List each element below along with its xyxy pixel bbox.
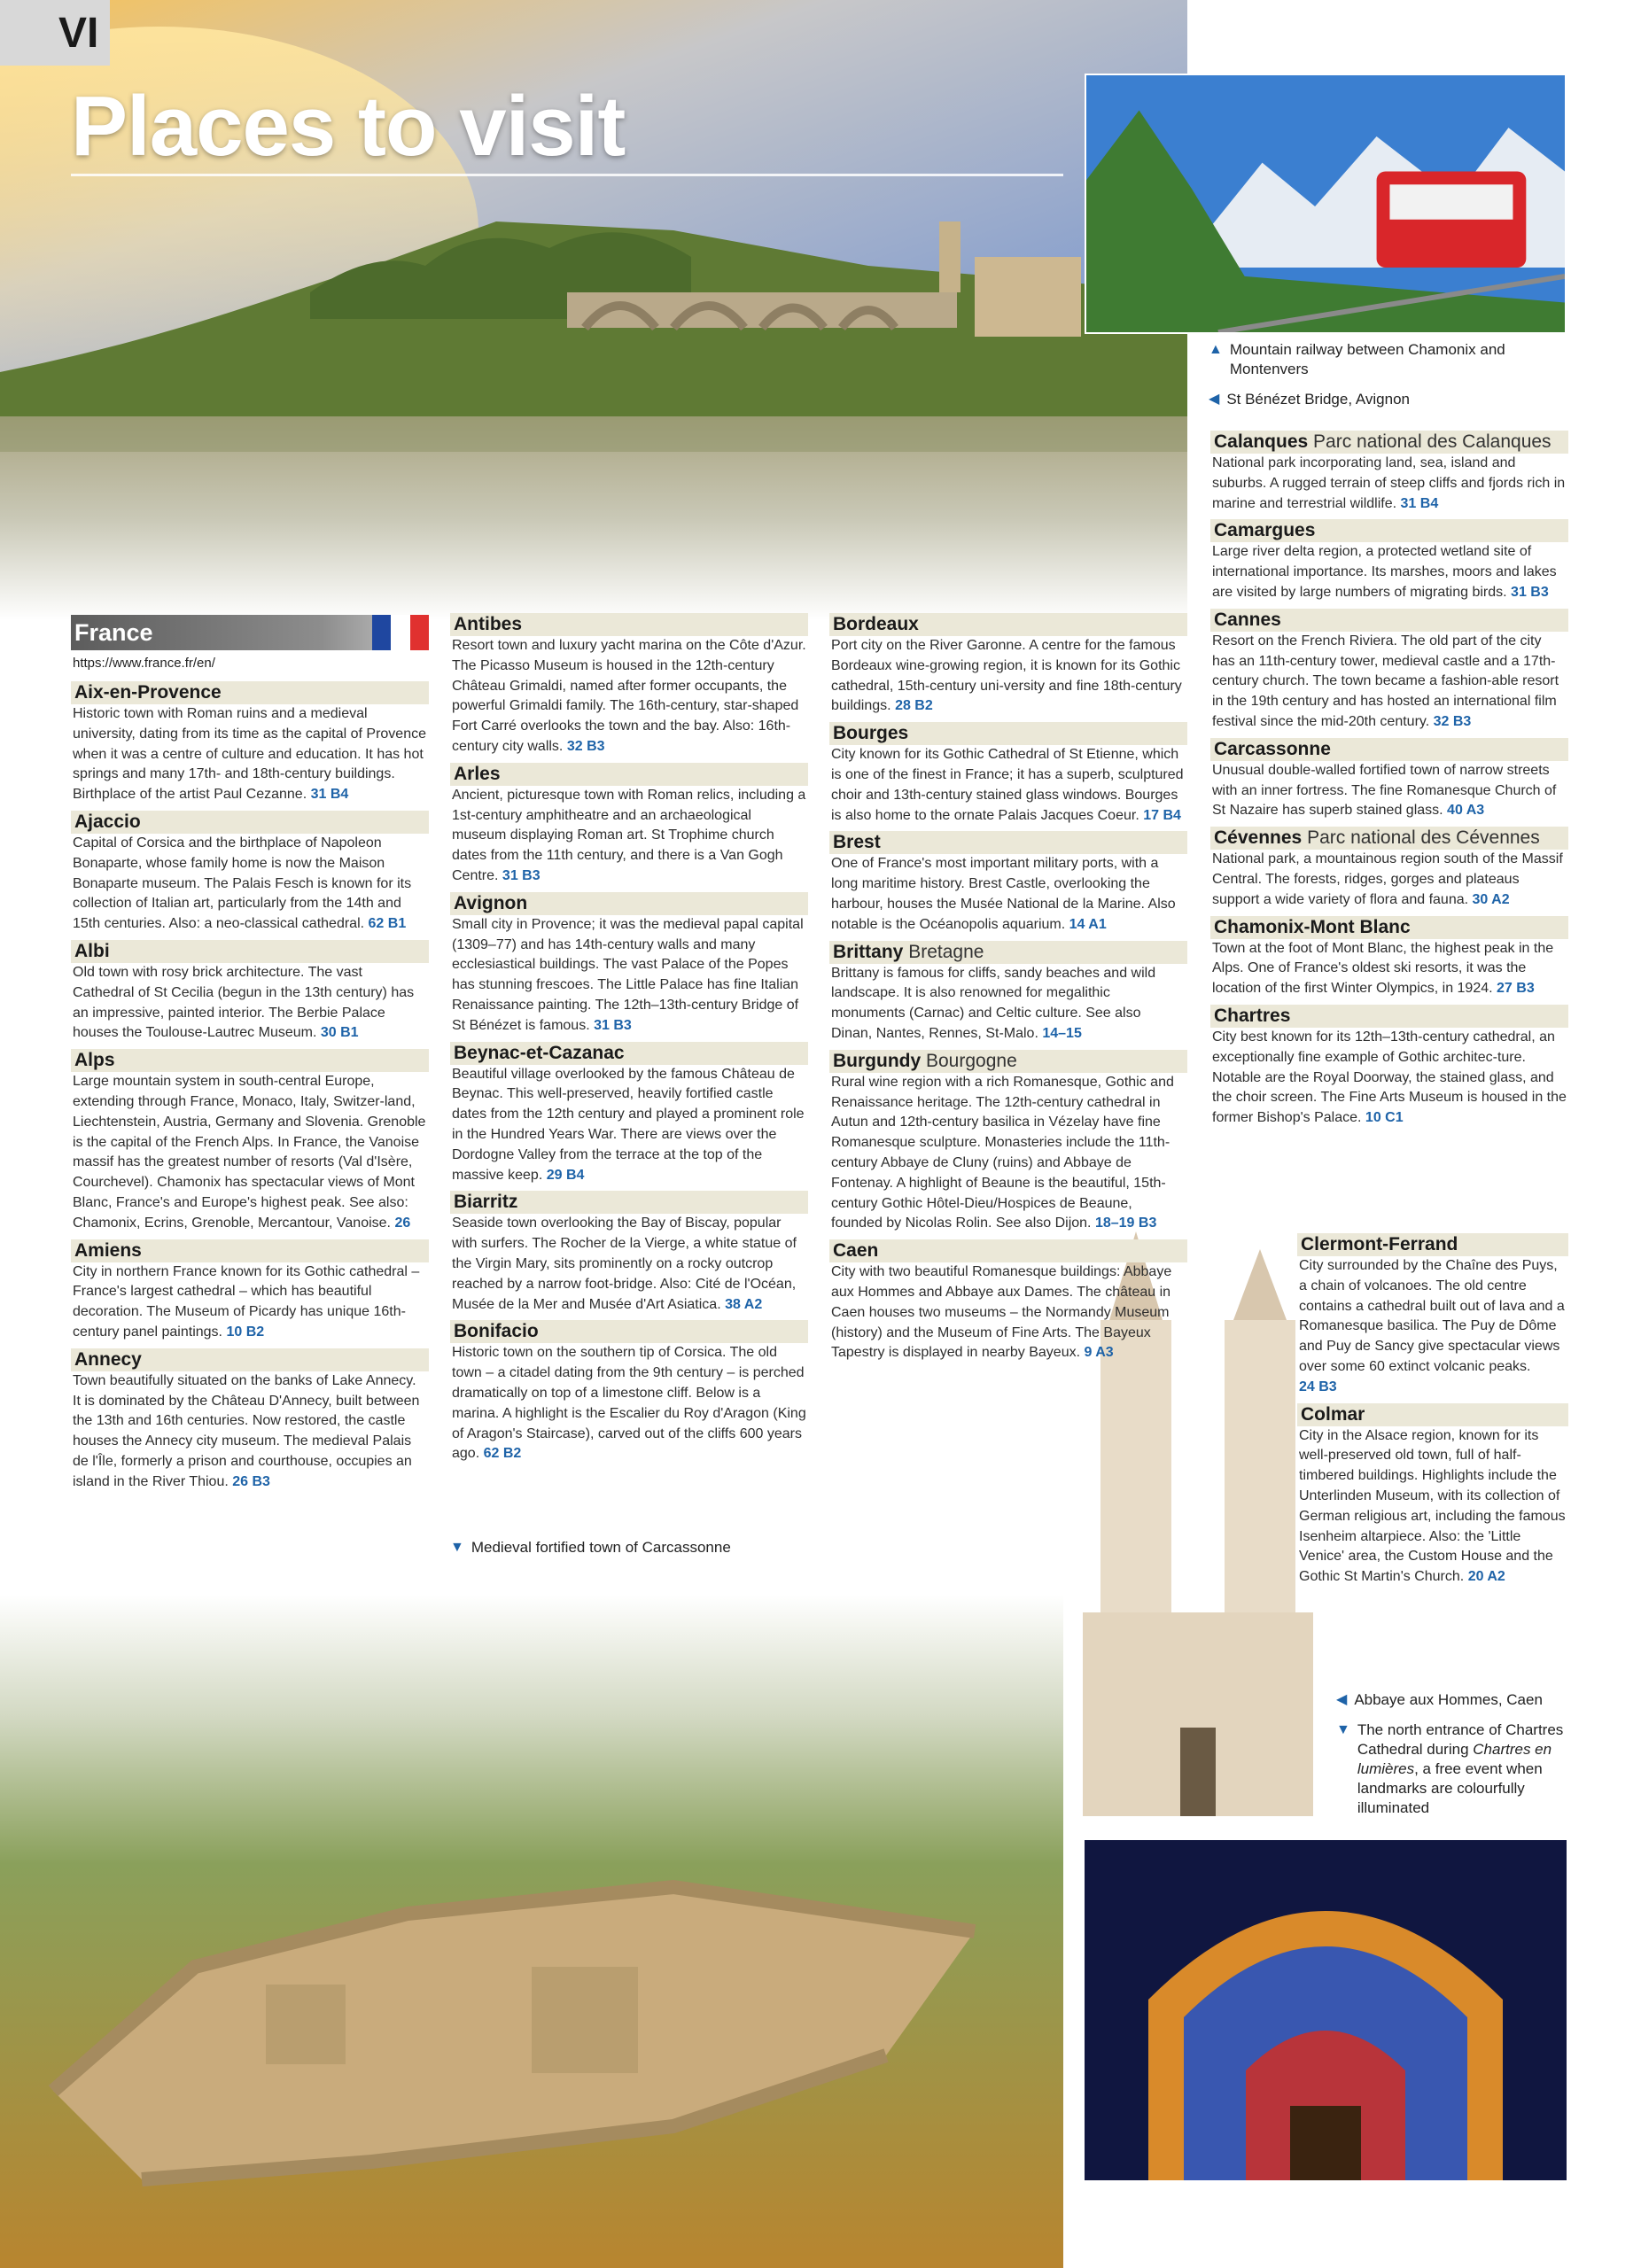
arrow-left-icon: ◀ <box>1209 392 1220 407</box>
entry-albi <box>71 940 429 1044</box>
entry-antibes <box>450 613 808 757</box>
entry-heading <box>829 613 1187 636</box>
entry-description: City best known for its 12th–13th-century cathedral, an exceptionally fine example of Gothic architec-ture. Notable are the Royal Doorway, the stained glass, and the choir screen. The Fine Arts Museum is housed in the former Bishop's Palace. 10 C1 <box>1212 1029 1567 1126</box>
entry-description: Resort town and luxury yacht marina on the Côte d'Azur. The Picasso Museum is housed in the 12th-century Château Grimaldi, named after former occupants, the powerful Grimaldi family. The 16th-century, star-shaped Fort Carré overlooks the town and the bay. Also: 16th-century city walls. 32 B3 <box>452 638 806 754</box>
entry-title: Bordeaux <box>833 614 919 634</box>
map-reference[interactable]: 20 A2 <box>1467 1569 1505 1585</box>
entry-biarritz <box>450 1191 808 1315</box>
entry-annecy <box>71 1348 429 1493</box>
chartres-illuminated-illustration <box>1085 1840 1567 2180</box>
map-reference[interactable]: 26 B3 <box>232 1473 270 1489</box>
map-reference[interactable]: 38 A2 <box>725 1296 763 1312</box>
entry-description: Brittany is famous for cliffs, sandy beaches and wild landscape. It is also renowned for megalithic monuments (Carnac) and Celtic culture. See also Dinan, Nantes, Rennes, St-Malo. 14–15 <box>831 965 1156 1041</box>
arrow-down-icon: ▼ <box>1336 1722 1350 1737</box>
entry-heading <box>71 940 429 963</box>
map-reference[interactable]: 30 B1 <box>320 1025 359 1041</box>
entry-description: Unusual double-walled fortified town of narrow streets with an inner fortress. The fine Romanesque Church of St Nazaire has superb stained glass. 40 A3 <box>1212 762 1557 819</box>
entry-description: One of France's most important military ports, with a long maritime history. Brest Castle, overlooking the harbour, houses the Musée National de la Marine. Also notable is the Océanopolis aquarium. 14 A1 <box>831 856 1176 932</box>
entry-heading <box>1210 519 1568 542</box>
entry-description: Town at the foot of Mont Blanc, the highest peak in the Alps. One of France's oldest ski resorts, it was the location of the first Winter Olympics, in 1924. 27 B3 <box>1212 940 1554 997</box>
entry-avignon <box>450 892 808 1037</box>
caption-chartres: ▼ The north entrance of Chartres Cathedral during Chartres en lumières, a free event when landmarks are colourfully illuminated <box>1336 1721 1564 1816</box>
map-reference[interactable]: 28 B2 <box>895 698 933 714</box>
entry-heading <box>71 1239 429 1262</box>
entry-bordeaux <box>829 613 1187 717</box>
map-reference[interactable]: 31 B3 <box>502 867 541 883</box>
map-reference[interactable]: 32 B3 <box>566 738 605 754</box>
entry-description: Old town with rosy brick architecture. The vast Cathedral of St Cecilia (begun in the 13th century) has an impressive, painted interior. The Berbie Palace houses the Toulouse-Lautrec Museum. 30 B1 <box>73 964 415 1041</box>
entry-bonifacio <box>450 1320 808 1464</box>
entry-description: Ancient, picturesque town with Roman relics, including a 1st-century amphitheatre and an archaeological museum displaying Roman art. St Trophime church dates from the 11th century, and there is a Van Gogh Centre. 31 B3 <box>452 787 806 883</box>
entry-heading <box>450 763 808 786</box>
caption-carcassonne: ▼ Medieval fortified town of Carcassonne <box>450 1539 731 1556</box>
entry-heading <box>829 1050 1187 1073</box>
map-reference[interactable]: 32 B3 <box>1433 713 1472 729</box>
map-reference[interactable]: 10 C1 <box>1365 1110 1404 1126</box>
entry-heading <box>829 831 1187 854</box>
entry-heading <box>1210 738 1568 761</box>
entry-camargues <box>1210 519 1568 602</box>
column-4-lower <box>1297 1233 1568 1593</box>
entry-description: City known for its Gothic Cathedral of St Etienne, which is one of the finest in France; it has a superb, sculptured choir and 13th-century stained glass windows. Bourges is also home to the ornate Palais Jacques Coeur. 17 B4 <box>831 747 1184 823</box>
carcassonne-photo <box>0 1595 1063 2268</box>
entry-heading <box>71 811 429 834</box>
map-reference[interactable]: 31 B4 <box>1400 495 1439 511</box>
entry-arles <box>450 763 808 887</box>
arrow-down-icon: ▼ <box>450 1540 464 1555</box>
entry-calanques <box>1210 431 1568 514</box>
entry-title: Brittany <box>833 941 904 962</box>
entry-description: Town beautifully situated on the banks of Lake Annecy. It is dominated by the Château D'Annecy, built between the 13th and 16th centuries. Now restored, the castle houses the Annecy city museum. The medieval Palais de l'Île, formerly a prison and courthouse, occupies an island in the River Thiou. 26 B3 <box>73 1372 420 1489</box>
entry-title: Clermont-Ferrand <box>1301 1234 1458 1254</box>
entry-title: Cannes <box>1214 609 1281 630</box>
entry-title: Avignon <box>454 892 528 913</box>
entry-description: Resort on the French Riviera. The old part of the city has an 11th-century tower, medieval castle and a 17th-century church. The town became a fashion-able resort in the 19th century and has hosted an international film festival since the mid-20th century. 32 B3 <box>1212 633 1559 729</box>
map-reference[interactable]: 14–15 <box>1042 1025 1082 1041</box>
country-url[interactable]: https://www.france.fr/en/ <box>73 656 215 671</box>
entry-heading <box>829 722 1187 745</box>
entry-bourges <box>829 722 1187 826</box>
entry-description: City in northern France known for its Gothic cathedral – France's largest cathedral – which has beautiful decoration. The Museum of Picardy has unique 16th-century panel paintings. 10 B2 <box>73 1263 420 1340</box>
map-reference[interactable]: 40 A3 <box>1447 803 1485 819</box>
entry-description: National park, a mountainous region south of the Massif Central. The forests, ridges, gorges and plateaus support a wide variety of flora and fauna. 30 A2 <box>1212 851 1563 907</box>
entry-cannes <box>1210 609 1568 733</box>
caption-bridge: ◀ St Bénézet Bridge, Avignon <box>1209 391 1410 408</box>
entry-heading <box>1210 1005 1568 1028</box>
entry-title: Chamonix-Mont Blanc <box>1214 916 1411 937</box>
entry-description: Port city on the River Garonne. A centre for the famous Bordeaux wine-growing region, it is known for its Gothic cathedral, 15th-century uni-versity and fine 18th-century buildings. 28 B2 <box>831 638 1182 714</box>
map-reference[interactable]: 29 B4 <box>546 1167 585 1183</box>
entry-heading <box>71 681 429 704</box>
entry-chamonix-mont-blanc <box>1210 916 1568 999</box>
entry-description: Beautiful village overlooked by the famous Château de Beynac. This well-preserved, heavily fortified castle dates from the 12th century and played a prominent role in the Hundred Years War. There are views over the Dordogne Valley from the terrace at the top of the massive keep. 29 B4 <box>452 1066 805 1183</box>
entry-description: Capital of Corsica and the birthplace of Napoleon Bonaparte, whose family home is now the Maison Bonaparte museum. The Palais Fesch is known for its collection of Italian art, particularly from the 14th and 15th centuries. Also: a neo-classical cathedral. 62 B1 <box>73 835 412 932</box>
map-reference[interactable]: 26 <box>394 1215 411 1231</box>
column-1 <box>71 613 429 1498</box>
page-title: Places to visit <box>71 79 626 174</box>
map-reference[interactable]: 18–19 B3 <box>1094 1216 1157 1231</box>
entry-title: Ajaccio <box>74 811 141 832</box>
entry-chartres <box>1210 1005 1568 1129</box>
entry-heading <box>829 1239 1187 1262</box>
entry-subtitle: Parc national des Cévennes <box>1307 827 1540 849</box>
entry-title: Caen <box>833 1240 879 1262</box>
map-reference[interactable]: 9 A3 <box>1084 1345 1114 1361</box>
caption-abbaye: ◀ Abbaye aux Hommes, Caen <box>1336 1691 1543 1708</box>
entry-alps <box>71 1049 429 1233</box>
entry-carcassonne <box>1210 738 1568 821</box>
entry-brest <box>829 831 1187 935</box>
entry-heading <box>71 1049 429 1072</box>
entry-title: Colmar <box>1301 1403 1365 1425</box>
entry-heading <box>450 1191 808 1214</box>
entry-title: Aix-en-Provence <box>74 682 222 703</box>
entry-title: Bonifacio <box>454 1321 539 1342</box>
arrow-up-icon: ▲ <box>1209 342 1223 357</box>
entry-title: Chartres <box>1214 1005 1291 1026</box>
entry-subtitle: Bretagne <box>908 941 984 962</box>
map-reference[interactable]: 27 B3 <box>1497 981 1535 997</box>
entry-title: Arles <box>454 763 501 784</box>
entry-heading <box>450 1042 808 1065</box>
entry-description: City in the Alsace region, known for its well-preserved old town, full of half-timbered buildings. Highlights include the Unterlinden Museum, with its collection of German religious art, including the famous Isenheim altarpiece. Also: the 'Little Venice' area, the Custom House and the Gothic St Martin's Church. 20 A2 <box>1299 1427 1566 1585</box>
map-reference[interactable]: 17 B4 <box>1143 807 1181 823</box>
entry-heading <box>829 941 1187 964</box>
map-reference[interactable]: 24 B3 <box>1299 1379 1337 1394</box>
entry-heading <box>71 1348 429 1371</box>
entry-heading <box>450 1320 808 1343</box>
entry-title: Albi <box>74 940 110 961</box>
entry-subtitle: Parc national des Calanques <box>1313 431 1552 452</box>
entry-title: Brest <box>833 832 881 853</box>
map-reference[interactable]: 62 B1 <box>368 916 407 932</box>
entry-colmar <box>1297 1403 1568 1588</box>
entry-description: Small city in Provence; it was the medieval papal capital (1309–77) and has 14th-century walls and many ecclesiastical buildings. The vast Palace of the Popes has stunning frescoes. The Little Palace has fine Italian Renaissance painting. The 12th–13th-century Bridge of St Bénézet is famous. 31 B3 <box>452 916 804 1033</box>
entry-brittany <box>829 941 1187 1045</box>
country-name: France <box>74 618 153 646</box>
entry-heading <box>450 613 808 636</box>
entry-description: Historic town on the southern tip of Corsica. The old town – a citadel dating from the 9th century – is perched dramatically on top of a limestone cliff. Below is a marina. A highlight is the Escalier du Roy d'Aragon (King of Aragon's Staircase), carved out of the cliffs 600 years ago. 62 B2 <box>452 1345 806 1462</box>
entry-title: Annecy <box>74 1348 142 1370</box>
entry-aix-en-provence <box>71 681 429 805</box>
entry-description: Historic town with Roman ruins and a medieval university, dating from its time as the capital of Provence when it was a centre of culture and education. It has hot springs and many 17th- and 18th-century buildings. Birthplace of the artist Paul Cezanne. 31 B4 <box>73 706 426 803</box>
entry-title: Cévennes <box>1214 827 1303 849</box>
entry-beynac-et-cazanac <box>450 1042 808 1186</box>
page-number: VI <box>0 0 110 66</box>
column-4 <box>1210 431 1568 1134</box>
entry-title: Alps <box>74 1050 115 1071</box>
entry-title: Biarritz <box>454 1192 518 1213</box>
country-header <box>71 615 429 650</box>
entry-title: Carcassonne <box>1214 738 1331 759</box>
entry-heading <box>1210 431 1568 454</box>
map-reference[interactable]: 14 A1 <box>1069 916 1107 932</box>
entry-title: Bourges <box>833 723 909 744</box>
map-reference[interactable]: 62 B2 <box>483 1446 522 1462</box>
caption-train: ▲ Mountain railway between Chamonix and Montenvers <box>1209 341 1505 377</box>
entry-title: Beynac-et-Cazanac <box>454 1042 625 1063</box>
map-reference[interactable]: 31 B4 <box>310 787 349 803</box>
entry-amiens <box>71 1239 429 1343</box>
entry-description: Rural wine region with a rich Romanesque, Gothic and Renaissance heritage. The 12th-century cathedral in Autun and 12th-century basilica in Vézelay have fine Romanesque sculpture. Monasteries include the 11th-century Abbaye de Cluny (ruins) and Abbaye de Fontenay. A highlight of Beaune is the beautiful, 15th-century Gothic Hôtel-Dieu/Hospices de Beaune, founded by Nicolas Rolin. See also Dijon. 18–19 B3 <box>831 1074 1174 1231</box>
mountain-railway-illustration <box>1086 75 1565 332</box>
france-flag-icon <box>372 615 429 650</box>
carcassonne-illustration <box>0 1595 1063 2268</box>
entry-cevennes <box>1210 827 1568 910</box>
mountain-railway-photo <box>1085 74 1567 334</box>
entry-heading <box>450 892 808 915</box>
entry-description: Large mountain system in south-central Europe, extending through France, Monaco, Italy, Switzer-land, Liechtenstein, Austria, Germany and Slovenia. Grenoble is the capital of the French Alps. In France, the Vanoise massif has the greatest number of resorts (Val d'Isère, Courchevel). Chamonix has spectacular views of Mont Blanc, France's and Europe's highest peak. See also: Chamonix, Ecrins, Grenoble, Mercantour, Vanoise. 26 <box>73 1074 426 1231</box>
title-underline <box>71 174 1063 176</box>
entry-heading <box>1297 1233 1568 1256</box>
entry-ajaccio <box>71 811 429 935</box>
entry-title: Calanques <box>1214 431 1309 452</box>
entry-heading <box>1210 609 1568 632</box>
map-reference[interactable]: 30 A2 <box>1472 891 1510 907</box>
entry-caen <box>829 1239 1187 1363</box>
entry-description: National park incorporating land, sea, island and suburbs. A rugged terrain of steep cliffs and fjords rich in marine and terrestrial wildlife. 31 B4 <box>1212 455 1566 511</box>
map-reference[interactable]: 31 B3 <box>594 1017 632 1033</box>
entry-title: Burgundy <box>833 1050 922 1071</box>
chartres-illuminated-photo <box>1085 1840 1567 2180</box>
entry-description: Seaside town overlooking the Bay of Biscay, popular with surfers. The Rocher de la Vierge, a white statue of the Virgin Mary, sits prominently on a rocky outcrop reached by a narrow foot-bridge. Also: Cité de l'Océan, Musée de la Mer and Musée d'Art Asiatica. 38 A2 <box>452 1216 797 1312</box>
entry-heading <box>1297 1403 1568 1426</box>
column-3 <box>829 613 1187 1369</box>
entry-description: City with two beautiful Romanesque buildings: Abbaye aux Hommes and Abbaye aux Dames. The château in Caen houses two museums – the Normandy Museum (history) and the Museum of Fine Arts. The Bayeux Tapestry is displayed in nearby Bayeux. 9 A3 <box>831 1264 1172 1361</box>
entry-heading <box>1210 916 1568 939</box>
entry-subtitle: Bourgogne <box>926 1050 1017 1071</box>
entry-title: Amiens <box>74 1239 142 1261</box>
column-2 <box>450 613 808 1470</box>
photo-captions-top <box>1209 340 1563 420</box>
map-reference[interactable]: 31 B3 <box>1511 584 1549 600</box>
entry-clermont-ferrand <box>1297 1233 1568 1398</box>
entry-title: Antibes <box>454 614 523 634</box>
entry-description: City surrounded by the Chaîne des Puys, a chain of volcanoes. The old centre contains a cathedral built out of lava and a Romanesque basilica. The Puy de Dôme and Puy de Sancy give spectacular views over some 60 extinct volcanic peaks. 24 B3 <box>1299 1258 1565 1394</box>
map-reference[interactable]: 10 B2 <box>226 1324 265 1340</box>
entry-heading <box>1210 827 1568 850</box>
arrow-left-icon: ◀ <box>1336 1692 1348 1707</box>
entry-title: Camargues <box>1214 520 1316 541</box>
entry-burgundy <box>829 1050 1187 1234</box>
entry-description: Large river delta region, a protected wetland site of international importance. Its marshes, moors and lakes are visited by large numbers of migrating birds. 31 B3 <box>1212 544 1557 600</box>
